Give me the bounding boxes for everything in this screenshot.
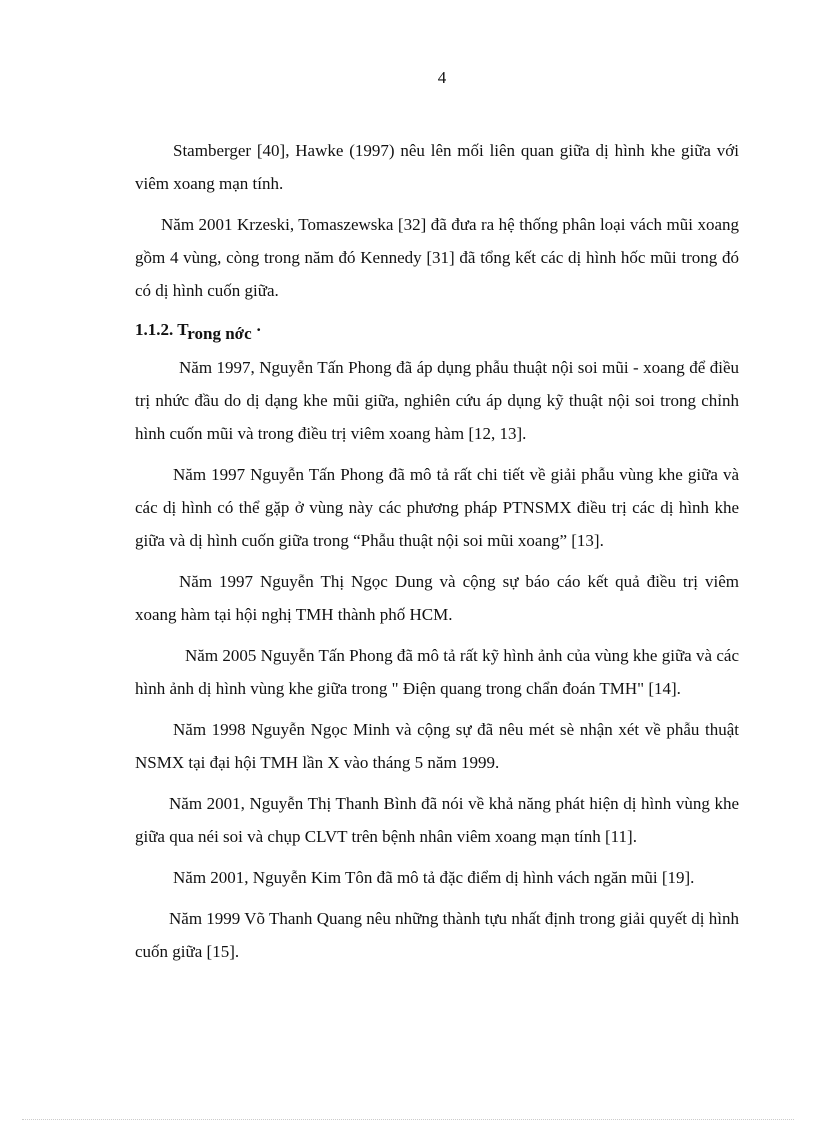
section-heading-trail: · <box>251 320 262 339</box>
document-body <box>135 134 739 976</box>
section-heading-number: 1.1.2. T <box>135 320 188 339</box>
bottom-divider <box>22 1119 794 1120</box>
paragraph-quang-1999: Năm 1999 Võ Thanh Quang nêu những thành tựu nhất định trong giải quyết dị hình cuốn giữa [15]. <box>135 909 739 961</box>
page-number: 4 <box>437 68 447 87</box>
paragraph-phong-1997-b: Năm 1997 Nguyễn Tấn Phong đã mô tả rất chi tiết về giải phẫu vùng khe giữa và các dị hình có thể gặp ở vùng này các phương pháp PTNSMX điều trị các dị hình khe giữa và dị hình cuốn giữa trong “Phẫu thuật nội soi mũi xoang” [13]. <box>135 465 739 550</box>
paragraph-phong-1997-a: Năm 1997, Nguyễn Tấn Phong đã áp dụng phẫu thuật nội soi mũi - xoang để điều trị nhức đầu do dị dạng khe mũi giữa, nghiên cứu áp dụng kỹ thuật nội soi trong chỉnh hình cuốn mũi và trong điều trị viêm xoang hàm [12, 13]. <box>135 358 739 443</box>
paragraph-minh-1998: Năm 1998 Nguyễn Ngọc Minh và cộng sự đã nêu mét sè nhận xét về phẫu thuật NSMX tại đại hội TMH lần X vào tháng 5 năm 1999. <box>135 720 739 772</box>
paragraph-dung-1997: Năm 1997 Nguyễn Thị Ngọc Dung và cộng sự báo cáo kết quả điều trị viêm xoang hàm tại hội nghị TMH thành phố HCM. <box>135 572 739 624</box>
section-heading <box>135 315 739 345</box>
paragraph-phong-2005: Năm 2005 Nguyễn Tấn Phong đã mô tả rất kỹ hình ảnh của vùng khe giữa và các hình ảnh dị hình vùng khe giữa trong " Điện quang trong chẩn đoán TMH" [14]. <box>135 646 739 698</box>
paragraph-binh-2001: Năm 2001, Nguyễn Thị Thanh Bình đã nói về khả năng phát hiện dị hình vùng khe giữa qua néi soi và chụp CLVT trên bệnh nhân viêm xoang mạn tính [11]. <box>135 794 739 846</box>
paragraph-stamberger: Stamberger [40], Hawke (1997) nêu lên mối liên quan giữa dị hình khe giữa với viêm xoang mạn tính. <box>135 141 739 193</box>
paragraph-ton-2001: Năm 2001, Nguyễn Kim Tôn đã mô tả đặc điểm dị hình vách ngăn mũi [19]. <box>173 868 695 887</box>
section-heading-text: rong nớc <box>187 324 252 343</box>
paragraph-krzeski: Năm 2001 Krzeski, Tomaszewska [32] đã đưa ra hệ thống phân loại vách mũi xoang gồm 4 vùng, còng trong năm đó Kennedy [31] đã tổng kết các dị hình hốc mũi trong đó có dị hình cuốn giữa. <box>135 215 739 300</box>
